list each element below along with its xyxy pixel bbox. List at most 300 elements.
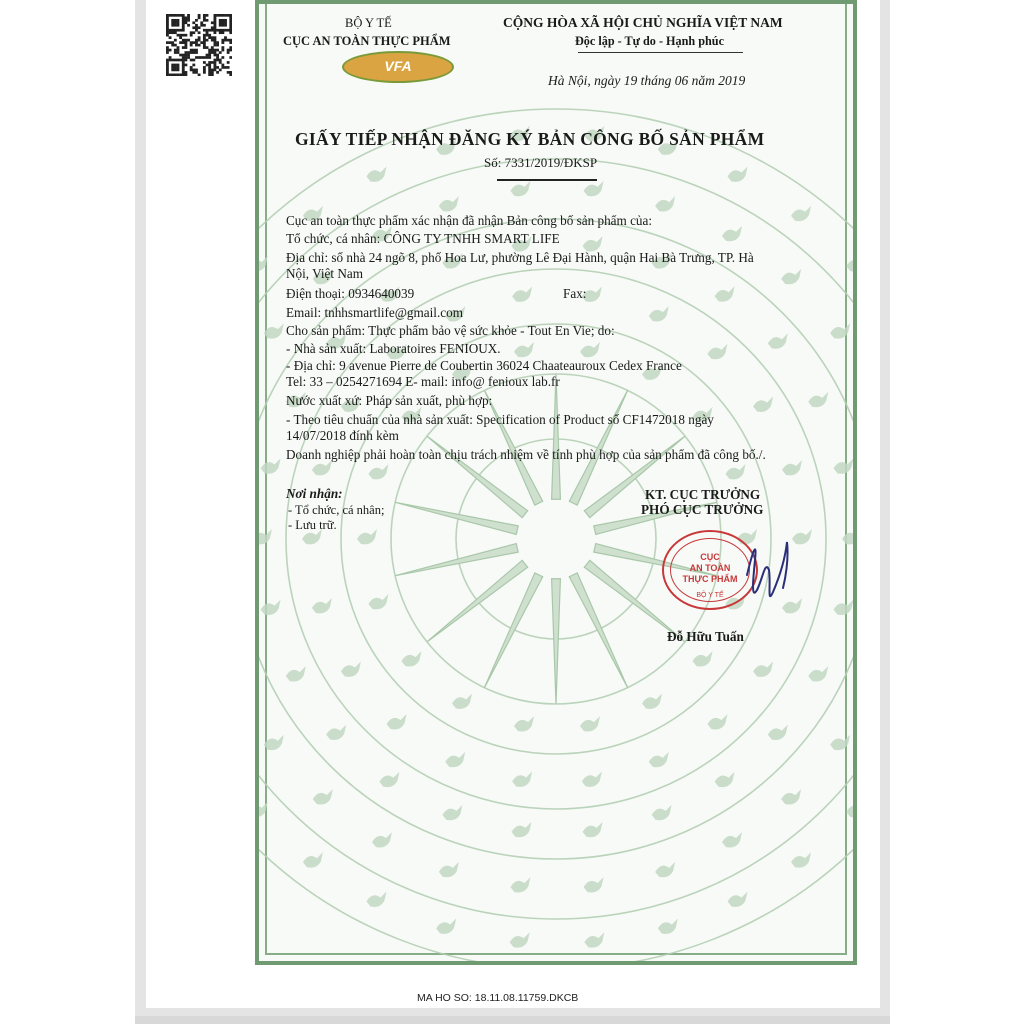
address-line-2: Nội, Việt Nam <box>286 266 363 281</box>
qr-module <box>211 61 214 64</box>
drum-figure <box>379 772 399 787</box>
qr-module <box>221 29 224 32</box>
drum-figure <box>368 464 388 479</box>
drum-figure <box>693 651 713 666</box>
qr-module <box>203 14 206 17</box>
qr-module <box>214 64 217 67</box>
motto-underline <box>578 52 743 53</box>
qr-module <box>216 29 219 32</box>
qr-module <box>208 54 211 57</box>
qr-module <box>166 34 169 37</box>
stamp-text-1: CỤC <box>700 552 720 562</box>
qr-module <box>216 56 219 59</box>
qr-module <box>206 46 209 49</box>
qr-module <box>211 71 214 74</box>
qr-module <box>208 74 211 76</box>
qr-module <box>221 66 224 69</box>
organization-line: Tổ chức, cá nhân: CÔNG TY TNHH SMART LIFE <box>286 231 560 246</box>
qr-module <box>200 24 203 27</box>
qr-module <box>182 74 185 76</box>
drum-figure <box>791 206 811 221</box>
qr-module <box>179 14 182 17</box>
qr-module <box>184 56 187 59</box>
qr-module <box>171 74 174 76</box>
qr-module <box>187 51 190 54</box>
qr-module <box>179 54 182 57</box>
qr-module <box>166 61 169 64</box>
qr-module <box>192 71 195 74</box>
qr-module <box>229 74 232 76</box>
drum-figure <box>584 932 604 947</box>
qr-module <box>171 41 174 44</box>
qr-module <box>203 61 206 64</box>
drum-star-ray <box>552 579 561 704</box>
drum-figure <box>584 181 604 196</box>
qr-module <box>224 21 227 24</box>
qr-module <box>224 19 227 22</box>
qr-module <box>227 61 230 64</box>
qr-module <box>190 49 193 52</box>
qr-module <box>221 14 224 17</box>
qr-module <box>166 19 169 22</box>
qr-module <box>216 44 219 47</box>
qr-module <box>166 64 169 67</box>
qr-module <box>195 39 198 42</box>
qr-module <box>219 19 222 22</box>
drum-figure <box>401 651 421 666</box>
qr-module <box>203 24 206 27</box>
qr-module <box>195 51 198 54</box>
qr-module <box>216 59 219 62</box>
ministry-name: BỘ Y TẾ <box>345 16 392 30</box>
qr-module <box>182 26 185 29</box>
drum-figure <box>259 256 268 271</box>
qr-module <box>190 31 193 34</box>
qr-module <box>166 74 169 76</box>
qr-module <box>192 31 195 34</box>
qr-module <box>198 14 201 17</box>
qr-module <box>203 56 206 59</box>
qr-module <box>229 19 232 22</box>
drum-figure <box>261 600 281 615</box>
qr-module <box>219 61 222 64</box>
qr-module <box>182 71 185 74</box>
qr-module <box>208 66 211 69</box>
qr-module <box>195 44 198 47</box>
qr-module <box>169 49 172 52</box>
qr-module <box>192 59 195 62</box>
qr-module <box>177 74 180 76</box>
qr-module <box>208 51 211 54</box>
qr-module <box>174 74 177 76</box>
qr-module <box>177 64 180 67</box>
qr-module <box>177 29 180 32</box>
drum-figure <box>768 725 788 740</box>
qr-module <box>177 19 180 22</box>
qr-module <box>198 26 201 29</box>
drum-figure <box>582 772 602 787</box>
drum-figure <box>726 464 746 479</box>
qr-module <box>219 51 222 54</box>
qr-module <box>208 61 211 64</box>
qr-module <box>174 24 177 27</box>
qr-module <box>182 14 185 17</box>
qr-module <box>174 31 177 34</box>
qr-module <box>177 69 180 72</box>
qr-module <box>227 39 230 42</box>
qr-module <box>184 39 187 42</box>
qr-module <box>171 64 174 67</box>
drum-figure <box>313 789 333 804</box>
qr-module <box>227 29 230 32</box>
drum-figure <box>387 714 407 729</box>
drum-figure <box>833 600 853 615</box>
qr-module <box>171 31 174 34</box>
qr-module <box>221 46 224 49</box>
qr-module <box>182 56 185 59</box>
qr-module <box>182 19 185 22</box>
recipient-item: - Tổ chức, cá nhân; <box>288 503 385 517</box>
qr-module <box>171 19 174 22</box>
qr-module <box>214 51 217 54</box>
qr-module <box>224 36 227 39</box>
qr-module <box>198 36 201 39</box>
qr-module <box>166 31 169 34</box>
qr-module <box>182 59 185 62</box>
qr-module <box>182 69 185 72</box>
qr-module <box>182 24 185 27</box>
qr-module <box>229 56 232 59</box>
drum-figure <box>707 714 727 729</box>
qr-module <box>174 64 177 67</box>
qr-module <box>192 21 195 24</box>
qr-module <box>214 66 217 69</box>
qr-module <box>187 19 190 22</box>
drum-figure <box>768 333 788 348</box>
qr-module <box>182 39 185 42</box>
qr-module <box>174 19 177 22</box>
qr-module <box>208 36 211 39</box>
drum-figure <box>642 694 662 709</box>
qr-module <box>229 29 232 32</box>
qr-module <box>184 41 187 44</box>
qr-module <box>208 29 211 32</box>
drum-figure <box>658 919 678 934</box>
qr-module <box>195 19 198 22</box>
drum-figure <box>368 594 388 609</box>
qr-module <box>198 44 201 47</box>
qr-module <box>229 14 232 17</box>
signatory-title-1: KT. CỤC TRƯỞNG <box>645 487 761 502</box>
drum-figure <box>655 862 675 877</box>
qr-module <box>198 74 201 76</box>
qr-module <box>211 39 214 42</box>
qr-module <box>195 56 198 59</box>
drum-figure <box>715 286 735 301</box>
qr-module <box>214 24 217 27</box>
title-underline <box>497 179 597 181</box>
drum-figure <box>445 752 465 767</box>
qr-module <box>174 39 177 42</box>
qr-module <box>166 59 169 62</box>
qr-module <box>214 59 217 62</box>
vfa-logo <box>342 51 454 83</box>
qr-module <box>184 16 187 19</box>
qr-module <box>206 39 209 42</box>
qr-module <box>214 49 217 52</box>
qr-module <box>203 34 206 37</box>
drum-figure <box>452 694 472 709</box>
drum-figure <box>366 892 386 907</box>
qr-module <box>190 51 193 54</box>
qr-module <box>203 39 206 42</box>
drum-figure <box>341 661 361 676</box>
qr-module <box>224 66 227 69</box>
qr-module <box>182 64 185 67</box>
qr-module <box>182 34 185 37</box>
qr-module <box>192 41 195 44</box>
qr-module <box>169 74 172 76</box>
qr-module <box>177 46 180 49</box>
qr-module <box>229 41 232 44</box>
qr-module <box>214 19 217 22</box>
drum-figure <box>782 460 802 475</box>
drum-figure <box>580 716 600 731</box>
qr-module <box>166 24 169 27</box>
qr-module <box>177 49 180 52</box>
drum-figure <box>722 832 742 847</box>
drum-figure <box>722 226 742 241</box>
qr-module <box>206 14 209 17</box>
qr-module <box>229 46 232 49</box>
qr-module <box>166 49 169 52</box>
qr-module <box>182 46 185 49</box>
qr-module <box>171 29 174 32</box>
qr-module <box>166 26 169 29</box>
drum-figure <box>511 822 531 837</box>
qr-module <box>214 36 217 39</box>
qr-module <box>221 41 224 44</box>
qr-module <box>211 46 214 49</box>
responsibility-line: Doanh nghiệp phải hoàn toàn chịu trách nhiệm về tính phù hợp của sản phẩm đã công bố./. <box>286 447 766 462</box>
drum-figure <box>510 932 530 947</box>
qr-module <box>203 69 206 72</box>
qr-module <box>174 29 177 32</box>
drum-figure <box>583 822 603 837</box>
qr-module <box>190 41 193 44</box>
department-name: CỤC AN TOÀN THỰC PHẨM <box>283 34 451 48</box>
qr-module <box>182 54 185 57</box>
qr-module <box>182 41 185 44</box>
qr-module <box>166 21 169 24</box>
qr-module <box>203 66 206 69</box>
drum-figure <box>781 789 801 804</box>
qr-module <box>166 66 169 69</box>
qr-module <box>229 71 232 74</box>
qr-module <box>198 39 201 42</box>
qr-module <box>203 41 206 44</box>
qr-module <box>206 19 209 22</box>
qr-module <box>229 31 232 34</box>
qr-module <box>177 51 180 54</box>
qr-module <box>174 21 177 24</box>
drum-figure <box>830 735 850 750</box>
qr-module <box>221 56 224 59</box>
qr-module <box>227 14 230 17</box>
qr-module <box>166 51 169 54</box>
qr-module <box>203 44 206 47</box>
qr-module <box>195 71 198 74</box>
qr-module <box>214 61 217 64</box>
drum-figure <box>514 342 534 357</box>
qr-module <box>192 64 195 67</box>
qr-module <box>200 56 203 59</box>
logo-text: VFA <box>384 58 412 74</box>
qr-module <box>171 59 174 62</box>
recipients-heading: Nơi nhận: <box>286 486 343 501</box>
qr-module <box>187 39 190 42</box>
qr-module <box>211 36 214 39</box>
drum-figure <box>842 529 853 544</box>
qr-module <box>229 49 232 52</box>
qr-module <box>166 69 169 72</box>
stamp-text-3: THỰC PHẨM <box>682 574 738 584</box>
qr-module <box>171 44 174 47</box>
qr-module <box>224 29 227 32</box>
qr-module <box>166 41 169 44</box>
drum-figure <box>264 735 284 750</box>
drum-figure <box>436 919 456 934</box>
qr-module <box>166 14 169 17</box>
drum-figure <box>753 397 773 412</box>
handwritten-signature <box>735 530 805 610</box>
qr-module <box>208 71 211 74</box>
drum-figure <box>649 752 669 767</box>
qr-module <box>195 69 198 72</box>
qr-module <box>174 51 177 54</box>
qr-module <box>203 19 206 22</box>
product-line: Cho sản phẩm: Thực phẩm bảo vệ sức khỏe - Tout En Vie; do: <box>286 323 615 338</box>
drum-figure <box>303 852 323 867</box>
qr-module <box>169 56 172 59</box>
qr-module <box>203 71 206 74</box>
qr-module <box>179 74 182 76</box>
qr-module <box>214 69 217 72</box>
qr-module <box>187 54 190 57</box>
qr-module <box>169 14 172 17</box>
drum-figure <box>512 772 532 787</box>
qr-module <box>177 24 180 27</box>
qr-module <box>169 36 172 39</box>
qr-module <box>182 16 185 19</box>
qr-module <box>211 29 214 32</box>
qr-module <box>221 49 224 52</box>
qr-module <box>177 34 180 37</box>
qr-code-icon <box>166 14 232 76</box>
qr-module <box>171 21 174 24</box>
qr-module <box>208 49 211 52</box>
qr-module <box>184 51 187 54</box>
qr-module <box>221 39 224 42</box>
qr-module <box>214 29 217 32</box>
qr-module <box>179 41 182 44</box>
qr-module <box>184 59 187 62</box>
issue-date: Hà Nội, ngày 19 tháng 06 năm 2019 <box>548 73 746 88</box>
qr-module <box>224 14 227 17</box>
drum-figure <box>442 805 462 820</box>
qr-module <box>214 31 217 34</box>
qr-module <box>203 36 206 39</box>
drum-figure <box>439 196 459 211</box>
drum-figure <box>366 166 386 181</box>
qr-module <box>206 29 209 32</box>
qr-module <box>192 69 195 72</box>
qr-module <box>216 66 219 69</box>
qr-module <box>214 14 217 17</box>
qr-module <box>179 59 182 62</box>
drum-figure <box>514 716 534 731</box>
qr-module <box>166 16 169 19</box>
qr-module <box>177 21 180 24</box>
qr-module <box>174 44 177 47</box>
qr-module <box>219 59 222 62</box>
recipient-item: - Lưu trữ. <box>288 518 337 532</box>
qr-module <box>184 64 187 67</box>
qr-module <box>227 49 230 52</box>
qr-module <box>184 19 187 22</box>
drum-figure <box>652 805 672 820</box>
qr-module <box>182 66 185 69</box>
drum-figure <box>808 666 828 681</box>
qr-module <box>184 21 187 24</box>
qr-module <box>195 49 198 52</box>
qr-module <box>206 56 209 59</box>
qr-module <box>198 56 201 59</box>
qr-module <box>169 41 172 44</box>
qr-module <box>211 49 214 52</box>
qr-module <box>184 34 187 37</box>
address-line-1: Địa chỉ: số nhà 24 ngõ 8, phố Hoa Lư, phường Lê Đại Hành, quận Hai Bà Trưng, TP. Hà <box>286 250 754 265</box>
qr-module <box>195 24 198 27</box>
qr-module <box>219 24 222 27</box>
drum-figure <box>791 852 811 867</box>
drum-figure <box>357 529 377 544</box>
qr-module <box>214 44 217 47</box>
qr-module <box>227 66 230 69</box>
qr-module <box>200 21 203 24</box>
drum-figure <box>846 256 853 271</box>
qr-module <box>219 31 222 34</box>
drum-figure <box>728 892 748 907</box>
manufacturer-contact-line: Tel: 33 – 0254271694 E- mail: info@ fenioux lab.fr <box>286 374 560 389</box>
drum-figure <box>781 269 801 284</box>
drum-figure <box>439 862 459 877</box>
qr-module <box>187 14 190 17</box>
drum-figure <box>649 306 669 321</box>
qr-module <box>169 29 172 32</box>
drum-figure <box>808 392 828 407</box>
qr-module <box>174 49 177 52</box>
drum-figure <box>264 323 284 338</box>
drum-figure <box>259 802 268 817</box>
qr-module <box>198 16 201 19</box>
drum-figure <box>580 342 600 357</box>
qr-module <box>177 59 180 62</box>
signatory-name: Đỗ Hữu Tuấn <box>667 629 744 644</box>
bottom-strip <box>135 1016 890 1024</box>
qr-module <box>227 71 230 74</box>
qr-module <box>227 51 230 54</box>
